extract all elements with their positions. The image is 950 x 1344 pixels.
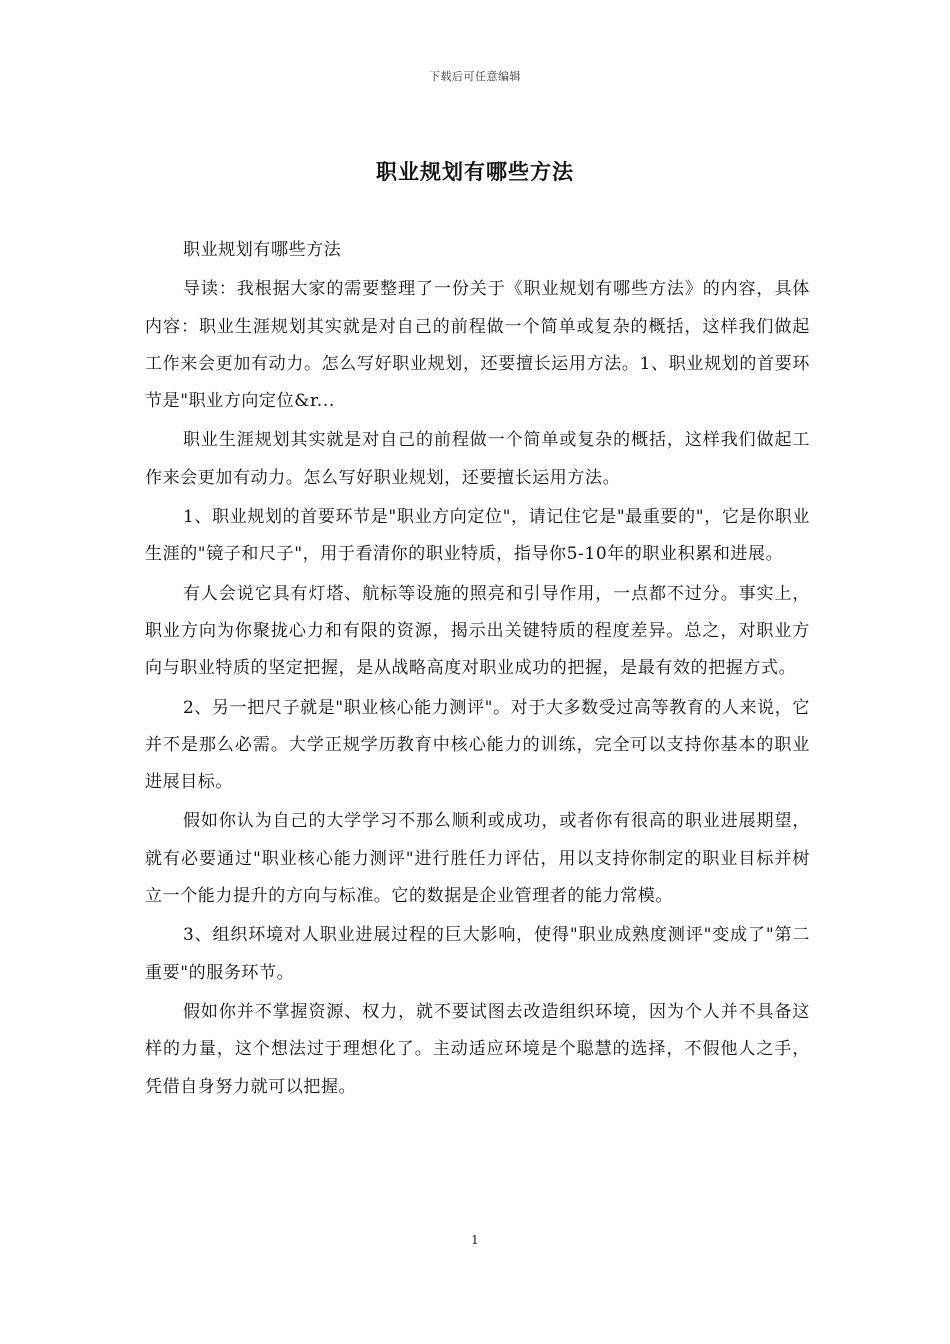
paragraph: 职业生涯规划其实就是对自己的前程做一个简单或复杂的概括，这样我们做起工作来会更加有动力。怎么写好职业规划，还要擅长运用方法。 <box>145 430 810 488</box>
paragraph: 有人会说它具有灯塔、航标等设施的照亮和引导作用，一点都不过分。事实上，职业方向为你聚拢心力和有限的资源，揭示出关键特质的程度差异。总之，对职业方向与职业特质的坚定把握，是从战略高度对职业成功的把握，是最有效的把握方式。 <box>145 583 810 679</box>
paragraph: 假如你认为自己的大学学习不那么顺利或成功，或者你有很高的职业进展期望，就有必要通过"职业核心能力测评"进行胜任力评估，用以支持你制定的职业目标并树立一个能力提升的方向与标准。它的数据是企业管理者的能力常模。 <box>145 811 810 907</box>
paragraph: 假如你并不掌握资源、权力，就不要试图去改造组织环境，因为个人并不具备这样的力量，这个想法过于理想化了。主动适应环境是个聪慧的选择，不假他人之手，凭借自身努力就可以把握。 <box>145 1001 810 1097</box>
paragraph: 1、职业规划的首要环节是"职业方向定位"，请记住它是"最重要的"，它是你职业生涯的"镜子和尺子"，用于看清你的职业特质，指导你5-10年的职业积累和进展。 <box>145 507 810 565</box>
page-number: 1 <box>471 1233 479 1247</box>
paragraph-subtitle: 职业规划有哪些方法 <box>183 240 342 260</box>
paragraph-intro: 导读：我根据大家的需要整理了一份关于《职业规划有哪些方法》的内容，具体内容：职业生涯规划其实就是对自己的前程做一个简单或复杂的概括，这样我们做起工作来会更加有动力。怎么写好职业规划，还要擅长运用方法。1、职业规划的首要环节是"职业方向定位&r... <box>145 279 810 412</box>
document-title: 职业规划有哪些方法 <box>376 159 574 184</box>
paragraph: 2、另一把尺子就是"职业核心能力测评"。对于大多数受过高等教育的人来说，它并不是那么必需。大学正规学历教育中核心能力的训练，完全可以支持你基本的职业进展目标。 <box>145 697 810 793</box>
document-body <box>145 232 810 1108</box>
paragraph: 3、组织环境对人职业进展过程的巨大影响，使得"职业成熟度测评"变成了"第二重要"的服务环节。 <box>145 925 810 983</box>
header-note: 下载后可任意编辑 <box>429 70 521 83</box>
